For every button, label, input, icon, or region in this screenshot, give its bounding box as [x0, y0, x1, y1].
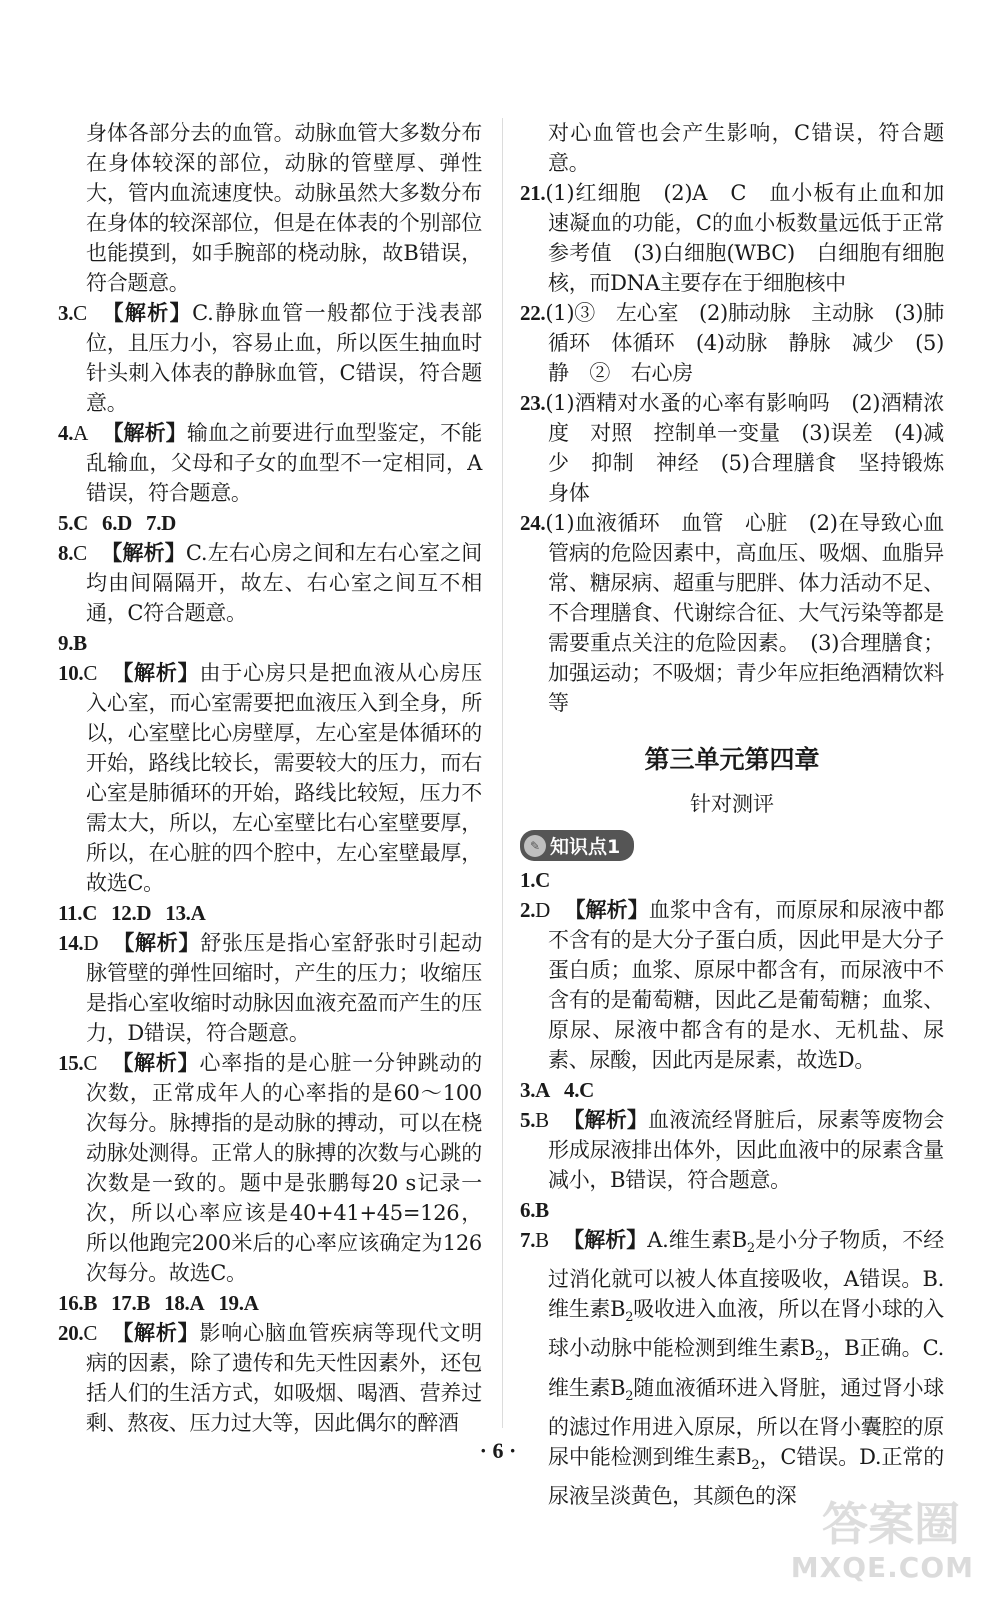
answer-q20: 20.C 【解析】影响心脑血管疾病等现代文明病的因素，除了遗传和先天性因素外，还包括人们的生活方式，如吸烟、喝酒、营养过剩、熬夜、压力过大等，因此偶尔的醉酒 [58, 1320, 482, 1435]
knowledge-point-label: 知识点1 [550, 836, 621, 858]
left-column [58, 118, 482, 1438]
section-subtitle: 针对测评 [690, 792, 774, 816]
answer-k1: 1.C [520, 868, 551, 892]
answer-k6: 6.B [520, 1198, 549, 1222]
answer-q11-13: 11.C 12.D 13.A [58, 901, 206, 925]
knowledge-point-badge [520, 830, 634, 861]
answer-q5-7: 5.C 6.D 7.D [58, 511, 177, 535]
answer-q16-19: 16.B 17.B 18.A 19.A [58, 1291, 259, 1315]
page-number: · 6 · [479, 1438, 517, 1463]
answer-k2: 2.D 【解析】血浆中含有，而原尿和尿液中都不含有的是大分子蛋白质，因此甲是大分子蛋白质；血浆、原尿中都含有，而尿液中不含有的是葡萄糖，因此乙是葡萄糖；血浆、原尿、尿液中都含有的是水、无机盐、尿素、尿酸，因此丙是尿素，故选D。 [520, 897, 944, 1072]
answer-q21: 21.(1)红细胞 (2)A C 血小板有止血和加速凝血的功能，C的血小板数量远低于正常参考值 (3)白细胞(WBC) 白细胞有细胞核，而DNA主要存在于细胞核中 [520, 181, 944, 295]
watermark [790, 1488, 974, 1588]
answer-q10: 10.C 【解析】由于心房只是把血液从心房压入心室，而心室需要把血液压入到全身，所以，心室壁比心房壁厚，左心室是体循环的开始，路线比较长，需要较大的压力，而右心室是肺循环的开始，路线比较短，压力不需太大，所以，左心室壁比右心室壁要厚，所以，在心脏的四个腔中，左心室壁最厚，故选C。 [58, 660, 482, 895]
watermark-text: MXQE.COM [790, 1551, 974, 1584]
answer-q14: 14.D 【解析】舒张压是指心室舒张时引起动脉管壁的弹性回缩时，产生的压力；收缩压是指心室收缩时动脉因血液充盈而产生的压力，D错误，符合题意。 [58, 930, 482, 1045]
knowledge-point-icon: ✎ [524, 835, 546, 857]
answer-k3-4: 3.A 4.C [520, 1078, 595, 1102]
answer-q8: 8.C 【解析】C.左右心房之间和左右心室之间均由间隔隔开，故左、右心室之间互不相通，C符合题意。 [58, 540, 482, 625]
column-divider [502, 118, 503, 1428]
answer-q4: 4.A 【解析】输血之前要进行血型鉴定，不能乱输血，父母和子女的血型不一定相同，A错误，符合题意。 [58, 420, 482, 505]
answer-q15: 15.C 【解析】心率指的是心脏一分钟跳动的次数，正常成年人的心率指的是60～100次每分。脉搏指的是动脉的搏动，可以在桡动脉处测得。正常人的脉搏的次数与心跳的次数是一致的。题中是张鹏每20 s记录一次，所以心率应该是40+41+45=126，所以他跑完200米后的心率应该确定为126次每分。故选C。 [58, 1050, 482, 1285]
answer-q23: 23.(1)酒精对水蚤的心率有影响吗 (2)酒精浓度 对照 控制单一变量 (3)误差 (4)减少 抑制 神经 (5)合理膳食 坚持锻炼身体 [520, 391, 944, 505]
answer-q3: 3.C 【解析】C.静脉血管一般都位于浅表部位，且压力小，容易止血，所以医生抽血时针头刺入体表的静脉血管，C错误，符合题意。 [58, 300, 482, 415]
answer-q9: 9.B [58, 631, 87, 655]
answer-q22: 22.(1)③ 左心室 (2)肺动脉 主动脉 (3)肺循环 体循环 (4)动脉 静脉 减少 (5)静 ② 右心房 [520, 301, 944, 385]
continuation-text-right: 对心血管也会产生影响，C错误，符合题意。 [548, 121, 944, 175]
right-column [520, 118, 944, 1511]
answer-k5: 5.B 【解析】血液流经肾脏后，尿素等废物会形成尿液排出体外，因此血液中的尿素含量减小，B错误，符合题意。 [520, 1107, 944, 1192]
watermark-logo: 答案圈 [822, 1497, 960, 1551]
answer-q24: 24.(1)血液循环 血管 心脏 (2)在导致心血管病的危险因素中，高血压、吸烟、血脂异常、糖尿病、超重与肥胖、体力活动不足、不合理膳食、代谢综合征、大气污染等都是需要重点关注的危险因素。 (3)合理膳食；加强运动；不吸烟；青少年应拒绝酒精饮料等 [520, 511, 944, 715]
chapter-title: 第三单元第四章 [644, 745, 820, 774]
continuation-text: 身体各部分去的血管。动脉血管大多数分布在身体较深的部位，动脉的管壁厚、弹性大，管内血流速度快。动脉虽然大多数分布在身体的较深部位，但是在体表的个别部位也能摸到，如手腕部的桡动脉，故B错误，符合题意。 [86, 121, 482, 295]
answer-k7: 7.B 【解析】A.维生素$B_2$是小分子物质，不经过消化就可以被人体直接吸收，A错误。B.维生素$B_2$吸收进入血液，所以在肾小球的入球小动脉中能检测到维生素$B_2$，B正确。C.维生素$B_2$随血液循环进入肾脏，通过肾小球的滤过作用进入原尿，所以在肾小囊腔的原尿中能检测到维生素$B_2$，C错误。D.正常的尿液呈淡黄色，其颜色的深 [520, 1227, 944, 1508]
